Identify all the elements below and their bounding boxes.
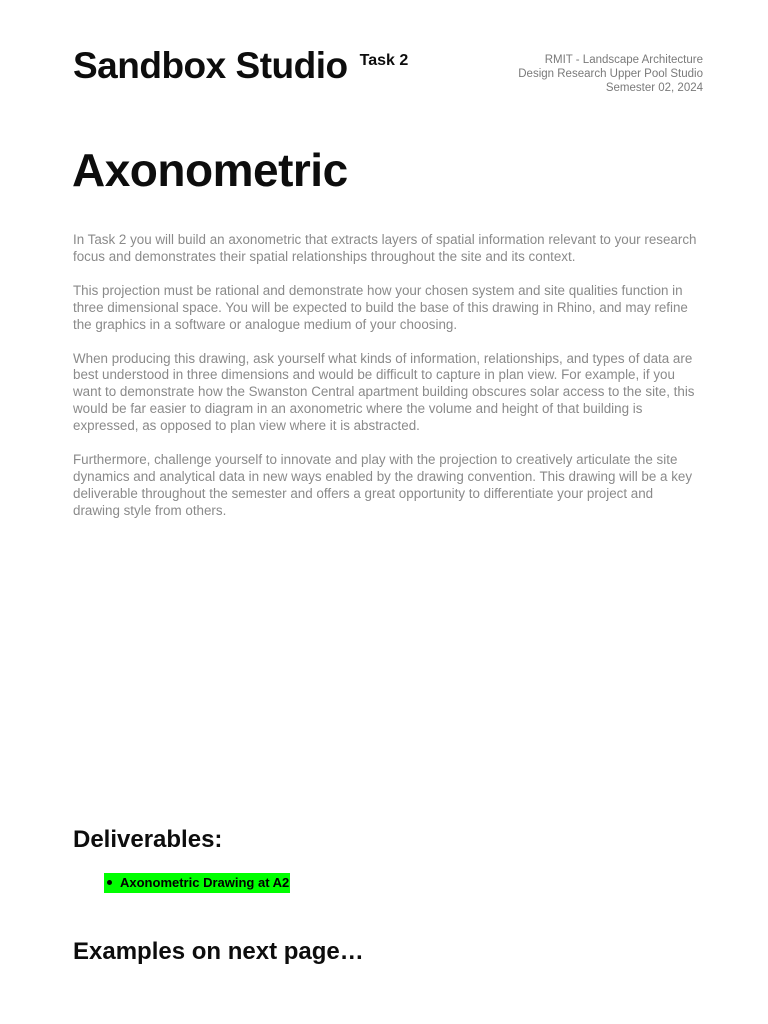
paragraph: This projection must be rational and demonstrate how your chosen system and site qualities function in three dimensional space. You will be expected to build the base of this drawing in Rhino, and may refine the graphics in a software or analogue medium of your choosing. xyxy=(73,282,688,332)
course-line: Design Research Upper Pool Studio xyxy=(518,68,703,80)
body-text xyxy=(73,232,703,537)
course-line: Semester 02, 2024 xyxy=(605,82,703,94)
studio-name: Sandbox Studio xyxy=(73,45,348,86)
task-label: Task 2 xyxy=(359,52,409,69)
paragraph: Furthermore, challenge yourself to innovate and play with the projection to creatively articulate the site dynamics and analytical data in new ways enabled by the drawing convention. This drawing will be a key deliverable throughout the semester and offers a great opportunity to differentiate your project and drawing style from others. xyxy=(73,452,693,518)
course-info xyxy=(518,53,703,95)
bullet-icon xyxy=(107,880,112,885)
next-page-note: Examples on next page… xyxy=(73,938,364,965)
deliverable-highlight xyxy=(104,873,290,893)
deliverables-list xyxy=(104,872,290,893)
page-title: Axonometric xyxy=(72,144,348,196)
paragraph: When producing this drawing, ask yourself what kinds of information, relationships, and types of data are best understood in three dimensions and would be difficult to capture in plan view. For example, if you want to demonstrate how the Swanston Central apartment building obscures solar access to the site, this would be far easier to diagram in an axonometric where the volume and height of that building is expressed, as opposed to plan view where it is abstracted. xyxy=(73,350,695,434)
studio-brand xyxy=(73,44,408,88)
deliverables-heading: Deliverables: xyxy=(73,826,223,853)
paragraph: In Task 2 you will build an axonometric that extracts layers of spatial information relevant to your research focus and demonstrates their spatial relationships throughout the site and its context. xyxy=(73,232,697,264)
deliverable-label: Axonometric Drawing at A2 xyxy=(120,875,290,890)
list-item xyxy=(104,872,290,893)
course-line: RMIT - Landscape Architecture xyxy=(544,54,703,66)
